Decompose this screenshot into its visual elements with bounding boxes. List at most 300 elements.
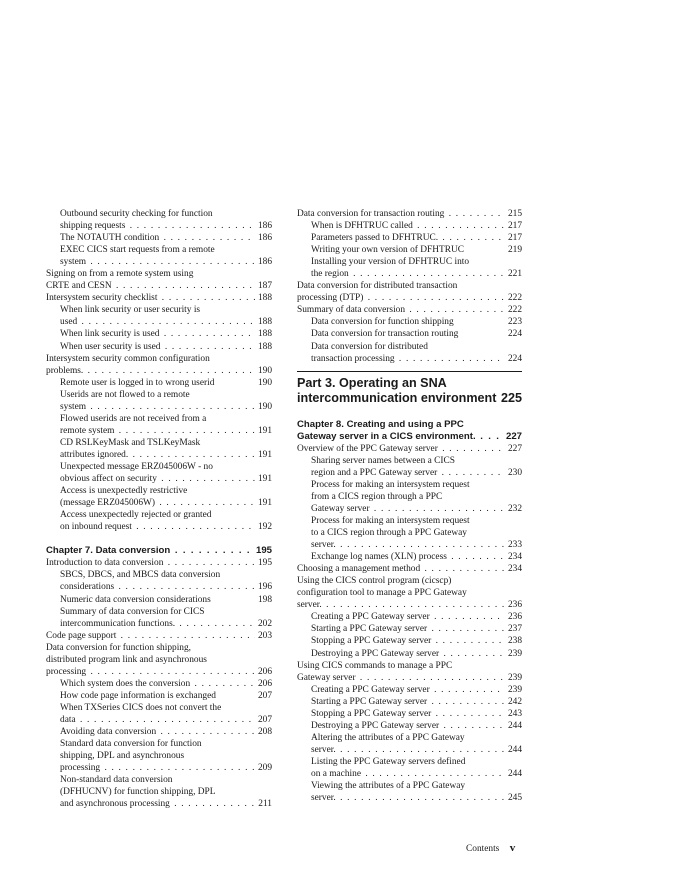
toc-entry[interactable] [297, 467, 522, 479]
toc-entry-leader [60, 762, 272, 774]
toc-entry-leader [60, 413, 272, 425]
toc-entry-page-number: 236 [505, 611, 522, 623]
toc-entry-page-number: 233 [505, 539, 522, 551]
toc-entry-page-number: 186 [255, 232, 272, 244]
toc-entry-text: When link security is used [60, 329, 160, 340]
toc-entry-page-number: 215 [505, 208, 522, 220]
toc-entry[interactable] [297, 720, 522, 732]
toc-entry-page-number: 192 [255, 521, 272, 533]
toc-entry-text: Creating a PPC Gateway server [311, 612, 430, 623]
toc-entry[interactable] [297, 744, 522, 756]
toc-entry-page-number: 187 [255, 280, 272, 292]
toc-entry-leader [311, 328, 522, 340]
toc-entry[interactable] [297, 503, 522, 515]
toc-entry-text: Destroying a PPC Gateway server [311, 720, 440, 731]
toc-entry-text: Avoiding data conversion [60, 727, 157, 738]
page-footer [466, 842, 515, 854]
toc-entry-leader [297, 443, 522, 455]
toc-entry-text: Creating a PPC Gateway server [311, 684, 430, 695]
toc-entry[interactable] [297, 316, 522, 328]
toc-entry[interactable] [297, 648, 522, 660]
toc-entry-text: obvious affect on security [60, 474, 157, 485]
toc-entry[interactable] [297, 341, 522, 353]
toc-entry-text: Installing your version of DFHTRUC into [311, 257, 470, 268]
toc-entry[interactable] [46, 654, 272, 666]
toc-entry[interactable] [46, 292, 272, 304]
toc-entry-text: Stopping a PPC Gateway server [311, 636, 432, 647]
toc-entry[interactable] [46, 618, 272, 630]
toc-entry-page-number: 196 [255, 581, 272, 593]
toc-entry-page-number: 221 [505, 268, 522, 280]
toc-entry-page-number: 244 [505, 744, 522, 756]
toc-entry-leader [60, 244, 272, 256]
toc-entry-leader [311, 539, 522, 551]
toc-entry-page-number: 190 [255, 365, 272, 377]
toc-entry[interactable] [297, 768, 522, 780]
toc-entry-page-number: 198 [255, 594, 272, 606]
toc-entry-leader [60, 594, 272, 606]
toc-entry[interactable] [46, 341, 272, 353]
toc-entry-page-number: 186 [255, 220, 272, 232]
toc-entry-text: Altering the attributes of a PPC Gateway [311, 732, 465, 743]
toc-entry-leader [46, 365, 272, 377]
toc-entry-text: data [60, 714, 76, 725]
toc-entry-leader [46, 545, 272, 557]
toc-entry-leader [311, 648, 522, 660]
toc-entry[interactable] [46, 497, 272, 509]
toc-entry-page-number: 244 [505, 720, 522, 732]
toc-entry-leader [311, 491, 522, 503]
toc-entry-page-number: 239 [505, 648, 522, 660]
footer-label: Contents [466, 844, 500, 854]
toc-entry-leader [60, 497, 272, 509]
toc-entry[interactable] [46, 606, 272, 618]
toc-entry[interactable] [297, 563, 522, 575]
toc-entry-leader [311, 467, 522, 479]
toc-entry-text: Remote user is logged in to wrong userid [60, 377, 215, 388]
toc-entry-text: processing [46, 666, 87, 677]
toc-entry[interactable] [297, 232, 522, 244]
toc-entry-leader [311, 623, 522, 635]
toc-entry[interactable] [297, 672, 522, 684]
toc-entry[interactable] [297, 479, 522, 491]
toc-entry-page-number: 203 [255, 630, 272, 642]
toc-entry[interactable] [297, 455, 522, 467]
toc-entry-page-number: 191 [255, 425, 272, 437]
toc-entry[interactable] [297, 268, 522, 280]
toc-entry-text: on inbound request [60, 522, 132, 533]
toc-entry-text: CD RSLKeyMask and TSLKeyMask [60, 437, 201, 448]
toc-entry-leader [297, 672, 522, 684]
toc-entry[interactable] [46, 569, 272, 581]
toc-entry[interactable] [297, 244, 522, 256]
toc-entry-text: remote system [60, 425, 115, 436]
toc-entry-page-number: 227 [503, 431, 522, 443]
toc-entry[interactable] [46, 521, 272, 533]
toc-entry-page-number: 207 [255, 690, 272, 702]
toc-column-right [297, 208, 522, 804]
toc-entry-page-number: 237 [505, 623, 522, 635]
toc-entry-text: SBCS, DBCS, and MBCS data conversion [60, 570, 221, 581]
toc-entry[interactable] [46, 220, 272, 232]
toc-entry[interactable] [46, 762, 272, 774]
part-title-line1: Part 3. Operating an SNA [297, 375, 447, 390]
toc-entry-page-number: 239 [505, 684, 522, 696]
toc-entry[interactable] [46, 256, 272, 268]
toc-entry[interactable] [46, 714, 272, 726]
toc-entry-leader [297, 280, 522, 292]
toc-entry-leader [60, 690, 272, 702]
footer-page-number: v [509, 842, 516, 854]
toc-entry-page-number: 195 [255, 557, 272, 569]
chapter-entry[interactable] [46, 545, 272, 557]
toc-entry-leader [311, 780, 522, 792]
toc-entry-leader [311, 527, 522, 539]
toc-entry-leader [60, 220, 272, 232]
toc-entry-text: and asynchronous processing [60, 799, 170, 810]
toc-entry-leader [311, 341, 522, 353]
toc-entry-page-number: 242 [505, 696, 522, 708]
toc-entry[interactable] [297, 611, 522, 623]
toc-entry-text: Data conversion for function shipping, [46, 642, 192, 653]
toc-entry-leader [297, 599, 522, 611]
toc-entry-leader [60, 485, 272, 497]
toc-entry[interactable] [46, 594, 272, 606]
toc-entry[interactable] [46, 280, 272, 292]
toc-entry[interactable] [46, 738, 272, 750]
toc-entry-leader [311, 635, 522, 647]
toc-entry[interactable] [46, 786, 272, 798]
toc-entry-page-number: 238 [505, 635, 522, 647]
toc-entry-leader [311, 256, 522, 268]
toc-entry[interactable] [297, 515, 522, 527]
toc-entry-text: Summary of data conversion [297, 305, 406, 316]
toc-entry[interactable] [46, 328, 272, 340]
toc-entry[interactable] [297, 684, 522, 696]
toc-entry[interactable] [297, 708, 522, 720]
section-gap [46, 533, 272, 545]
toc-entry-text: Overview of the PPC Gateway server [297, 443, 438, 454]
toc-entry-text: server. [297, 600, 322, 611]
toc-entry-leader [46, 630, 272, 642]
toc-entry[interactable] [46, 304, 272, 316]
toc-entry[interactable] [297, 304, 522, 316]
toc-entry[interactable] [297, 292, 522, 304]
toc-entry-text: processing (DTP) [297, 293, 364, 304]
toc-entry-page-number: 239 [505, 672, 522, 684]
toc-entry[interactable] [297, 491, 522, 503]
toc-entry-text: Process for making an intersystem request [311, 515, 470, 526]
toc-entry[interactable] [46, 485, 272, 497]
toc-entry-text: EXEC CICS start requests from a remote [60, 245, 215, 256]
toc-entry[interactable] [46, 316, 272, 328]
toc-entry-text: Chapter 8. Creating and using a PPC [297, 418, 464, 430]
toc-entry-text: Userids are not flowed to a remote [60, 389, 190, 400]
toc-entry[interactable] [46, 244, 272, 256]
toc-entry[interactable] [46, 630, 272, 642]
toc-entry-text: Intersystem security common configuration [46, 353, 210, 364]
toc-entry[interactable] [297, 328, 522, 340]
toc-entry[interactable] [46, 702, 272, 714]
part-title-line2: intercommunication environment [297, 391, 497, 406]
toc-entry-leader [297, 292, 522, 304]
toc-entry-page-number: 217 [505, 232, 522, 244]
toc-entry-text: Summary of data conversion for CICS [60, 606, 205, 617]
toc-entry-leader [297, 587, 522, 599]
toc-entry-text: Data conversion for distributed transaction [297, 281, 458, 292]
toc-entry-leader [46, 557, 272, 569]
toc-entry-leader [60, 232, 272, 244]
chapter-entry[interactable] [297, 419, 522, 431]
toc-entry-text: Choosing a management method [297, 564, 421, 575]
toc-entry-text: shipping requests [60, 221, 126, 232]
toc-entry[interactable] [297, 780, 522, 792]
toc-entry-text: Stopping a PPC Gateway server [311, 708, 432, 719]
toc-entry-leader [60, 618, 272, 630]
toc-entry-leader [60, 316, 272, 328]
toc-entry-text: Standard data conversion for function [60, 739, 202, 750]
toc-entry-page-number: 227 [505, 443, 522, 455]
toc-entry-text: Data conversion for transaction routing [297, 209, 445, 219]
toc-entry-page-number: 190 [255, 377, 272, 389]
toc-entry-leader [60, 401, 272, 413]
toc-entry-leader [311, 353, 522, 365]
toc-entry[interactable] [46, 365, 272, 377]
toc-entry-text: Data conversion for transaction routing [311, 329, 459, 340]
toc-entry[interactable] [46, 750, 272, 762]
toc-entry-text: Which system does the conversion [60, 678, 191, 689]
toc-entry[interactable] [46, 232, 272, 244]
toc-entry-text: region and a PPC Gateway server [311, 467, 438, 478]
toc-entry-leader [60, 714, 272, 726]
toc-entry-leader [297, 660, 522, 672]
toc-entry-text: When TXSeries CICS does not convert the [60, 702, 222, 713]
toc-entry-leader [60, 461, 272, 473]
toc-entry[interactable] [46, 581, 272, 593]
toc-entry-leader [60, 208, 272, 220]
toc-entry-leader [311, 792, 522, 804]
toc-entry-leader [60, 328, 272, 340]
toc-entry-page-number: 202 [255, 618, 272, 630]
toc-entry[interactable] [297, 623, 522, 635]
toc-entry-leader [311, 268, 522, 280]
toc-entry[interactable] [46, 798, 272, 810]
toc-entry-leader [60, 798, 272, 810]
toc-entry-leader [311, 551, 522, 563]
toc-entry-text: Exchange log names (XLN) process [311, 552, 447, 563]
toc-entry-page-number: 224 [505, 328, 522, 340]
toc-entry[interactable] [46, 642, 272, 654]
toc-entry-leader [311, 720, 522, 732]
toc-entry-text: intercommunication functions. [60, 618, 176, 629]
toc-entry-leader [297, 575, 522, 587]
toc-entry[interactable] [297, 539, 522, 551]
toc-entry-leader [311, 316, 522, 328]
part-heading[interactable] [297, 372, 522, 407]
toc-entry[interactable] [46, 690, 272, 702]
toc-entry-text: Introduction to data conversion [46, 558, 164, 569]
toc-entry[interactable] [46, 557, 272, 569]
toc-entry-leader [311, 708, 522, 720]
toc-entry-text: Using the CICS control program (cicscp) [297, 576, 452, 587]
toc-entry[interactable] [297, 732, 522, 744]
toc-entry-leader [311, 684, 522, 696]
toc-entry[interactable] [297, 756, 522, 768]
toc-entry-leader [311, 732, 522, 744]
toc-column-left [46, 208, 272, 810]
toc-entry[interactable] [297, 527, 522, 539]
toc-entry-text: Access is unexpectedly restrictive [60, 486, 188, 497]
toc-entry-leader [46, 666, 272, 678]
toc-entry-page-number: 191 [255, 497, 272, 509]
toc-entry-text: (DFHUCNV) for function shipping, DPL [60, 787, 216, 798]
toc-entry-text: Data conversion for function shipping [311, 317, 454, 328]
toc-entry-leader [311, 232, 522, 244]
toc-entry-text: When user security is used [60, 341, 161, 352]
toc-entry-text: Unexpected message ERZ045006W - no [60, 461, 213, 472]
toc-entry-leader [297, 304, 522, 316]
toc-entry-leader [46, 268, 272, 280]
toc-entry[interactable] [297, 551, 522, 563]
toc-entry-text: Listing the PPC Gateway servers defined [311, 756, 466, 767]
toc-entry-leader [60, 606, 272, 618]
toc-entry-leader [60, 425, 272, 437]
toc-entry[interactable] [46, 413, 272, 425]
toc-entry-text: (message ERZ045006W) [60, 498, 156, 509]
toc-entry-text: Gateway server [311, 503, 370, 514]
toc-entry-page-number: 191 [255, 449, 272, 461]
toc-entry[interactable] [46, 389, 272, 401]
chapter-entry[interactable] [297, 431, 522, 443]
toc-entry[interactable] [46, 449, 272, 461]
toc-entry-page-number: 245 [505, 792, 522, 804]
toc-entry-leader [297, 419, 522, 431]
toc-entry-page-number: 209 [255, 762, 272, 774]
toc-entry[interactable] [46, 377, 272, 389]
toc-entry[interactable] [297, 353, 522, 365]
toc-entry[interactable] [46, 509, 272, 521]
toc-entry-leader [311, 768, 522, 780]
toc-entry-text: considerations [60, 582, 115, 593]
toc-entry[interactable] [46, 473, 272, 485]
toc-entry-leader [60, 678, 272, 690]
toc-entry[interactable] [297, 443, 522, 455]
toc-entry-text: Starting a PPC Gateway server [311, 696, 428, 707]
toc-entry[interactable] [297, 280, 522, 292]
toc-entry-page-number: 186 [255, 256, 272, 268]
toc-entry-text: Parameters passed to DFHTRUC. [311, 233, 439, 244]
toc-entry[interactable] [46, 425, 272, 437]
toc-entry-leader [311, 515, 522, 527]
toc-entry-text: from a CICS region through a PPC [311, 491, 443, 502]
toc-entry-leader [60, 750, 272, 762]
toc-entry-leader [311, 479, 522, 491]
toc-entry-page-number: 234 [505, 551, 522, 563]
toc-entry-text: Sharing server names between a CICS [311, 455, 455, 466]
toc-entry-page-number: 195 [253, 545, 272, 557]
toc-entry-text: Process for making an intersystem request [311, 479, 470, 490]
toc-entry[interactable] [46, 353, 272, 365]
toc-entry-text: Chapter 7. Data conversion [46, 545, 171, 557]
toc-entry-text: Viewing the attributes of a PPC Gateway [311, 781, 466, 792]
toc-entry-text: Flowed userids are not received from a [60, 413, 207, 424]
toc-entry-page-number: 211 [255, 798, 272, 810]
toc-entry-leader [297, 431, 522, 443]
toc-entry[interactable] [46, 208, 272, 220]
toc-entry[interactable] [46, 666, 272, 678]
toc-entry[interactable] [297, 696, 522, 708]
toc-entry-text: Destroying a PPC Gateway server [311, 648, 440, 659]
toc-entry-text: Using CICS commands to manage a PPC [297, 660, 453, 671]
toc-entry-leader [311, 756, 522, 768]
toc-entry[interactable] [46, 437, 272, 449]
toc-entry[interactable] [297, 635, 522, 647]
toc-entry-text: When link security or user security is [60, 305, 201, 316]
toc-entry-page-number: 206 [255, 666, 272, 678]
toc-entry[interactable] [297, 220, 522, 232]
toc-entry-text: When is DFHTRUC called [311, 221, 413, 232]
toc-entry-text: Gateway server [297, 672, 356, 683]
toc-entry[interactable] [297, 660, 522, 672]
toc-entry-page-number: 188 [255, 292, 272, 304]
toc-entry-leader [60, 304, 272, 316]
toc-entry-page-number: 234 [505, 563, 522, 575]
toc-entry-text: used [60, 317, 78, 328]
toc-entry[interactable] [297, 587, 522, 599]
toc-entry-text: on a machine [311, 768, 361, 779]
toc-entry-text: system [60, 401, 87, 412]
toc-entry[interactable] [297, 792, 522, 804]
toc-entry-leader [60, 786, 272, 798]
toc-entry-leader [46, 280, 272, 292]
toc-entry-leader [311, 503, 522, 515]
toc-entry[interactable] [297, 599, 522, 611]
toc-entry-leader [311, 611, 522, 623]
toc-entry-text: Writing your own version of DFHTRUC [311, 245, 464, 256]
toc-entry-page-number: 232 [505, 503, 522, 515]
toc-entry[interactable] [297, 208, 522, 220]
toc-entry-page-number: 207 [255, 714, 272, 726]
toc-entry[interactable] [46, 461, 272, 473]
toc-entry-leader [60, 389, 272, 401]
toc-entry-text: How code page information is exchanged [60, 690, 216, 701]
toc-entry-text: Non-standard data conversion [60, 775, 173, 786]
toc-entry-leader [297, 208, 522, 220]
toc-entry-text: the region [311, 269, 349, 280]
toc-entry-text: server. [311, 744, 336, 755]
toc-entry-leader [60, 341, 272, 353]
toc-entry-text: Numeric data conversion considerations [60, 594, 211, 605]
toc-entry-text: system [60, 257, 87, 268]
toc-entry-text: distributed program link and asynchronous [46, 654, 207, 665]
toc-entry-text: Outbound security checking for function [60, 209, 213, 219]
toc-entry-text: attributes ignored. [60, 449, 129, 460]
toc-entry-leader [46, 654, 272, 666]
toc-entry[interactable] [46, 774, 272, 786]
toc-entry-text: Access unexpectedly rejected or granted [60, 510, 212, 521]
toc-entry-text: Signing on from a remote system using [46, 269, 194, 280]
toc-entry[interactable] [46, 401, 272, 413]
toc-entry[interactable] [46, 268, 272, 280]
toc-entry[interactable] [46, 678, 272, 690]
toc-entry[interactable] [46, 726, 272, 738]
toc-entry-text: Code page support [46, 630, 117, 641]
toc-entry[interactable] [297, 575, 522, 587]
toc-entry-page-number: 188 [255, 328, 272, 340]
toc-entry-leader [60, 256, 272, 268]
toc-entry-leader [60, 738, 272, 750]
toc-entry[interactable] [297, 256, 522, 268]
